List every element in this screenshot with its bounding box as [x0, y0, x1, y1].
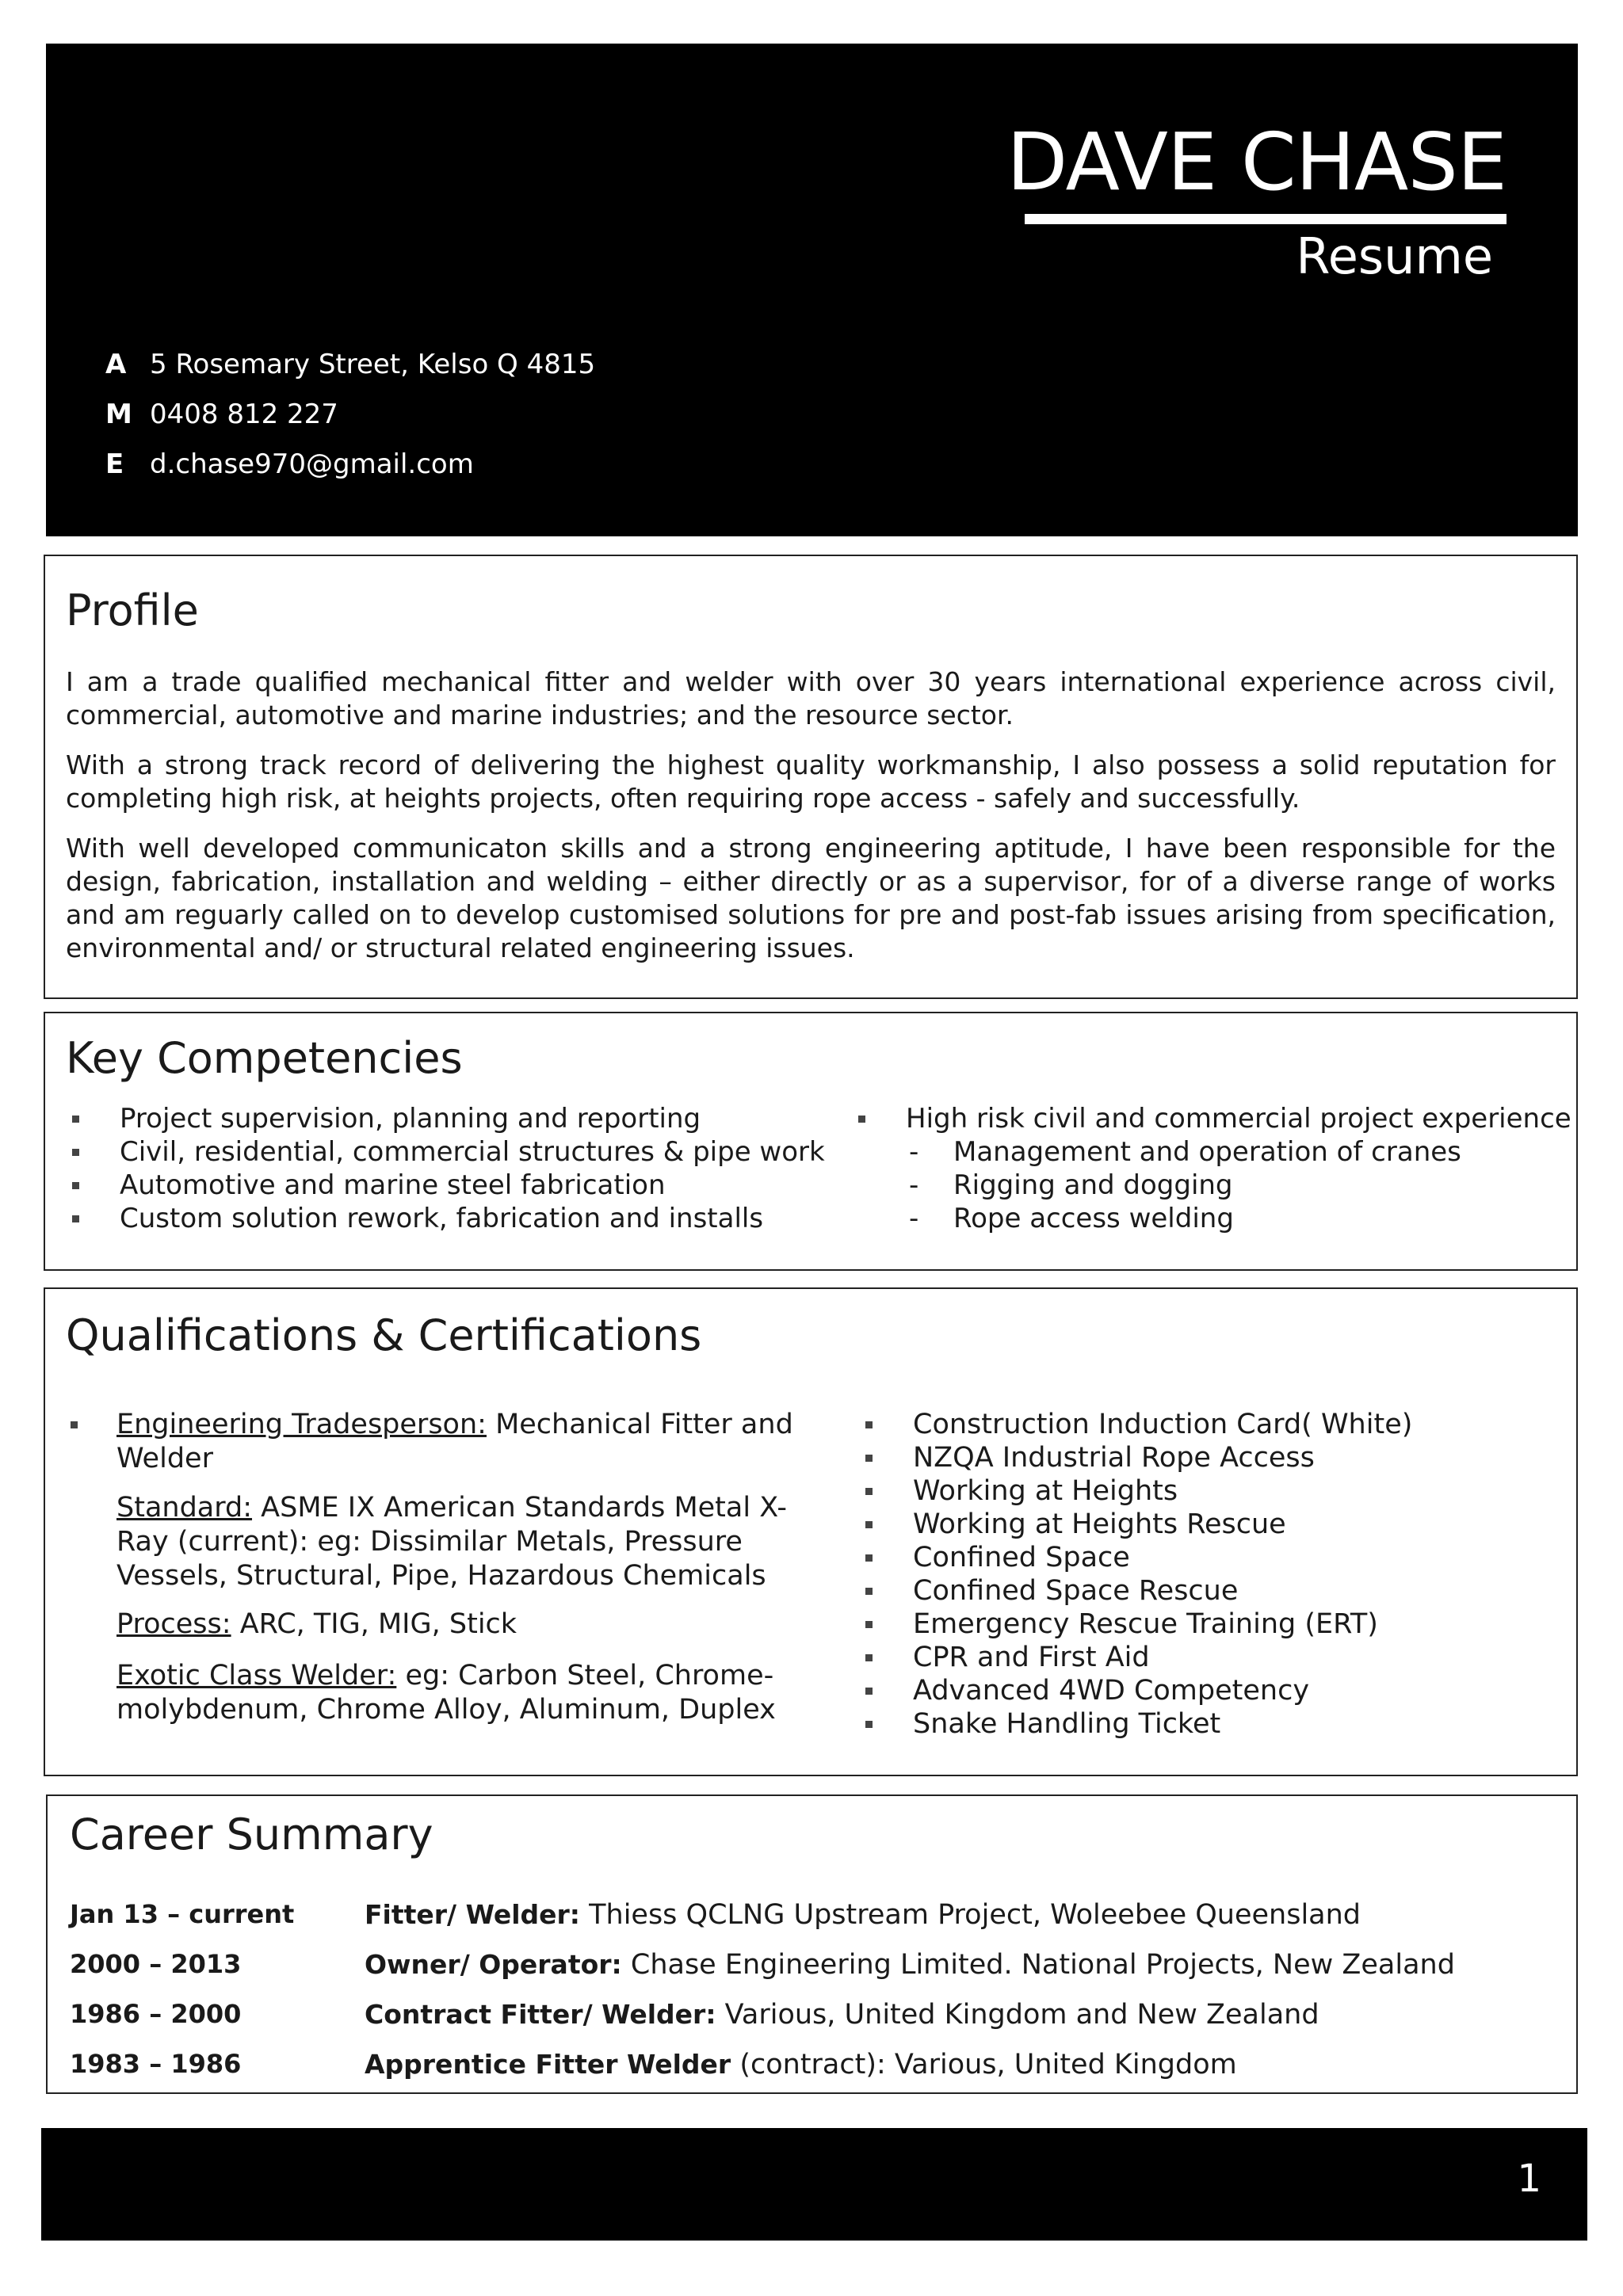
- contact-letter: E: [105, 448, 124, 480]
- list-item: Civil, residential, commercial structures & pipe work: [72, 1135, 825, 1169]
- dash-icon: -: [909, 1203, 919, 1234]
- list-item: Snake Handling Ticket: [865, 1707, 1412, 1741]
- bullet-icon: [865, 1521, 873, 1528]
- trade-qualification: Engineering Tradesperson: Mechanical Fitter and Welder: [116, 1409, 793, 1474]
- bullet-icon: [865, 1721, 873, 1728]
- dash-icon: -: [909, 1169, 919, 1201]
- section-title: Career Summary: [70, 1810, 433, 1859]
- welding-standard: Standard: ASME IX American Standards Metal X- Ray (current): eg: Dissimilar Metals, Pressure Vessels, Structural, Pipe, Hazardous Chemicals: [116, 1492, 788, 1592]
- section-title: Qualifications & Certifications: [66, 1310, 702, 1360]
- page-number: 1: [1517, 2157, 1541, 2201]
- bullet-icon: [72, 1182, 79, 1189]
- contact-value: 5 Rosemary Street, Kelso Q 4815: [150, 348, 596, 380]
- profile-paragraph: With well developed communicaton skills and a strong engineering aptitude, I have been responsible for the design, fabrication, installation and welding – either directly or as a supervisor, for of a diverse range of works and am reguarly called on to develop customised solutions for pre and post-fab issues arising from specification, environmental and/ or structural related engineering issues.: [66, 833, 1556, 963]
- exotic-class-welder: Exotic Class Welder: eg: Carbon Steel, Chrome- molybdenum, Chrome Alloy, Aluminum, Duplex: [116, 1660, 776, 1726]
- career-description: Apprentice Fitter Welder (contract): Various, United Kingdom: [365, 2049, 1237, 2081]
- bullet-icon: [865, 1688, 873, 1695]
- list-item: CPR and First Aid: [865, 1641, 1412, 1674]
- contact-letter: A: [105, 348, 127, 380]
- list-item: NZQA Industrial Rope Access: [865, 1441, 1412, 1474]
- career-description: Contract Fitter/ Welder: Various, United Kingdom and New Zealand: [365, 1999, 1319, 2031]
- sub-list-item: - Rigging and dogging: [909, 1169, 1233, 1201]
- name-underline: [1025, 214, 1507, 224]
- career-period: 1983 – 1986: [70, 2049, 242, 2079]
- bullet-icon: [865, 1421, 873, 1428]
- sub-list-item: - Rope access welding: [909, 1203, 1234, 1234]
- list-item: Project supervision, planning and reporting: [72, 1102, 825, 1135]
- bullet-icon: [865, 1621, 873, 1628]
- career-period: 1986 – 2000: [70, 1999, 242, 2029]
- welding-process: Process: ARC, TIG, MIG, Stick: [116, 1608, 517, 1640]
- bullet-icon: [72, 1215, 79, 1222]
- bullet-icon: [865, 1554, 873, 1562]
- list-item: Confined Space: [865, 1541, 1412, 1574]
- bullet-icon: [72, 1149, 79, 1156]
- career-description: Owner/ Operator: Chase Engineering Limited. National Projects, New Zealand: [365, 1949, 1455, 1981]
- list-item: High risk civil and commercial project experience: [858, 1102, 1571, 1135]
- list-item: Working at Heights Rescue: [865, 1508, 1412, 1541]
- bullet-icon: [865, 1588, 873, 1595]
- contact-value: d.chase970@gmail.com: [150, 448, 474, 480]
- bullet-icon: [865, 1654, 873, 1661]
- contact-letter: M: [105, 398, 132, 430]
- profile-paragraph: I am a trade qualified mechanical fitter and welder with over 30 years international experience across civil, commercial, automotive and marine industries; and the resource sector.: [66, 666, 1556, 730]
- career-period: 2000 – 2013: [70, 1949, 242, 1979]
- list-item: Custom solution rework, fabrication and installs: [72, 1202, 825, 1235]
- career-period: Jan 13 – current: [70, 1899, 295, 1929]
- bullet-icon: [72, 1116, 79, 1123]
- competencies-section: [44, 1012, 1578, 1271]
- bullet-icon: [858, 1116, 865, 1123]
- contact-details: [105, 339, 595, 489]
- list-item: Construction Induction Card( White): [865, 1408, 1412, 1441]
- bullet-icon: [865, 1455, 873, 1462]
- contact-address: [105, 339, 595, 389]
- list-item: Automotive and marine steel fabrication: [72, 1169, 825, 1202]
- footer-bar: [41, 2128, 1587, 2241]
- section-title: Profile: [66, 585, 199, 635]
- competencies-right-list: [858, 1102, 1571, 1235]
- certifications-list: [865, 1408, 1412, 1741]
- contact-email: [105, 439, 595, 489]
- competencies-left-list: [72, 1102, 825, 1235]
- profile-section: [44, 555, 1578, 999]
- section-title: Key Competencies: [66, 1033, 463, 1083]
- list-item: Advanced 4WD Competency: [865, 1674, 1412, 1707]
- bullet-icon: [865, 1488, 873, 1495]
- contact-value: 0408 812 227: [150, 398, 338, 430]
- qualifications-section: [44, 1287, 1578, 1776]
- header-banner: [46, 44, 1578, 536]
- list-item: Working at Heights: [865, 1474, 1412, 1508]
- career-description: Fitter/ Welder: Thiess QCLNG Upstream Project, Woleebee Queensland: [365, 1899, 1361, 1931]
- profile-paragraph: With a strong track record of delivering the highest quality workmanship, I also possess a solid reputation for completing high risk, at heights projects, often requiring rope access - safely and successfully.: [66, 749, 1556, 814]
- sub-list-item: - Management and operation of cranes: [909, 1136, 1461, 1168]
- list-item: Confined Space Rescue: [865, 1574, 1412, 1608]
- dash-icon: -: [909, 1136, 919, 1168]
- bullet-icon: [71, 1421, 78, 1428]
- list-item: Emergency Rescue Training (ERT): [865, 1608, 1412, 1641]
- document-subtitle: Resume: [1296, 227, 1493, 285]
- contact-mobile: [105, 389, 595, 439]
- career-section: [46, 1794, 1578, 2094]
- candidate-name: DAVE CHASE: [1006, 116, 1507, 208]
